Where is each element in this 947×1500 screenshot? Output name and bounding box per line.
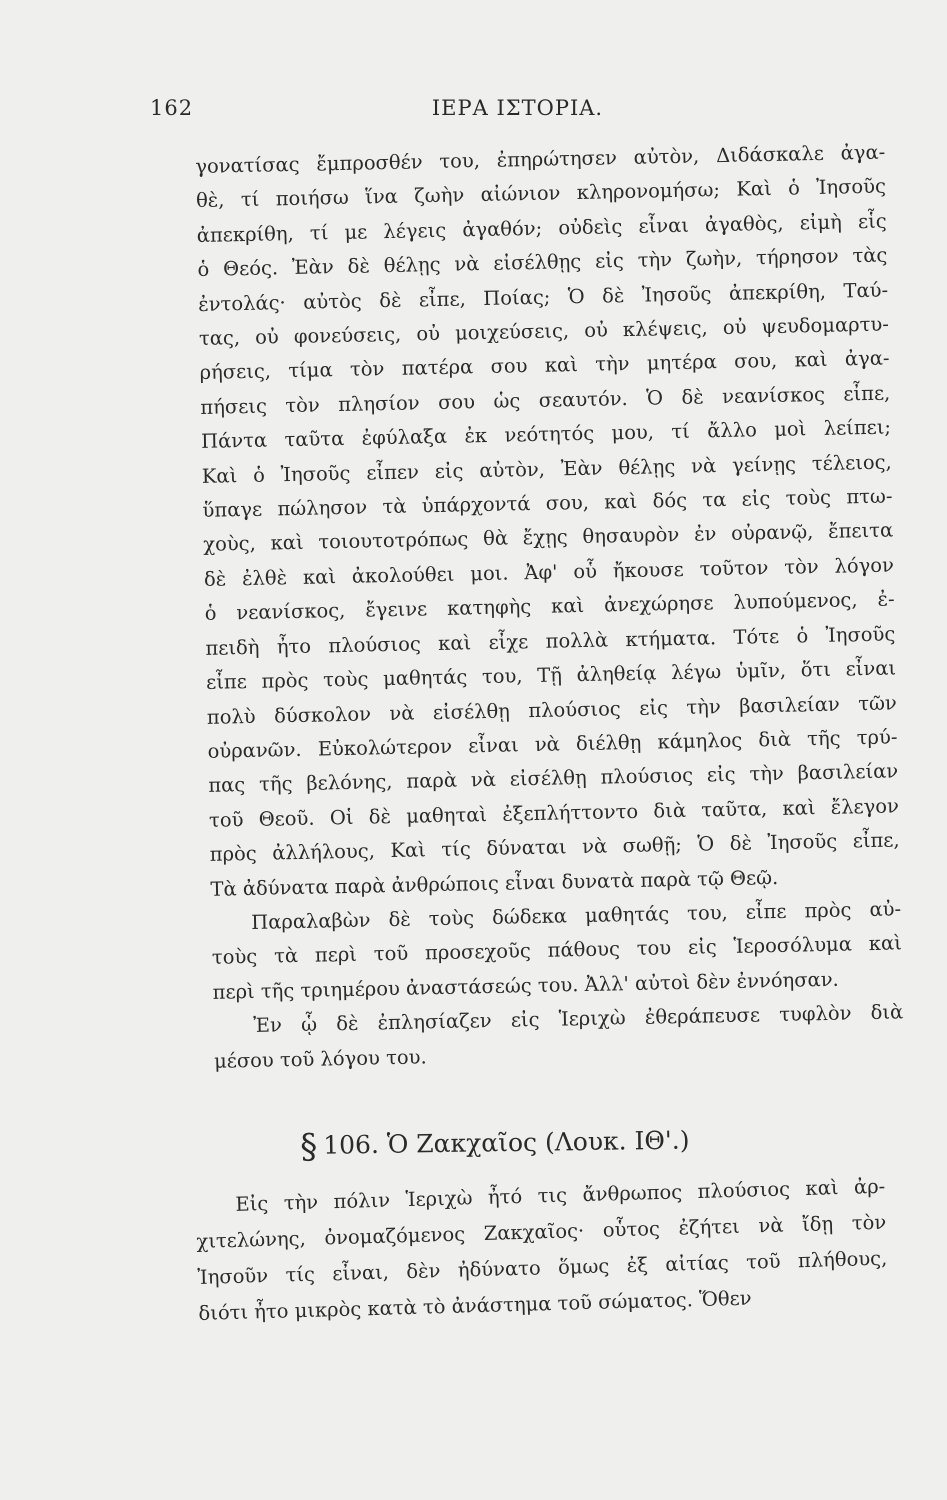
text-line: πολὺ δύσκολον νὰ εἰσέλθῃ πλούσιος εἰς τὴν βασιλείαν τῶν — [206, 690, 897, 729]
paragraph-4 — [195, 1169, 889, 1332]
main-text-block — [195, 136, 904, 1079]
text-line: Ἐν ᾧ δὲ ἐπλησίαζεν εἰς Ἱεριχὼ ἐθεράπευσε τυφλὸν διὰ — [253, 1000, 904, 1038]
section-sign: § — [300, 1126, 318, 1167]
text-line: τας, οὐ φονεύσεις, οὐ μοιχεύσεις, οὐ κλέψεις, οὐ ψευδομαρτυ- — [198, 312, 890, 350]
running-title: ΙΕΡΑ ΙΣΤΟΡΙΑ. — [431, 96, 604, 120]
text-line: ἀπεκρίθη, τί με λέγεις ἀγαθόν; οὐδεὶς εἶναι ἀγαθὸς, εἰμὴ εἷς — [196, 209, 887, 247]
section-text-block — [195, 1169, 889, 1332]
text-line: πήσεις τὸν πλησίον σου ὡς σεαυτόν. Ὁ δὲ νεανίσκος εἶπε, — [200, 381, 891, 419]
text-line: θὲ, τί ποιήσω ἵνα ζωὴν αἰώνιον κληρονομήσω; Καὶ ὁ Ἰησοῦς — [195, 174, 887, 213]
page-number: 162 — [150, 96, 194, 120]
text-line: διότι ἦτο μικρὸς κατὰ τὸ ἀνάστημα τοῦ σώματος. Ὅθεν — [198, 1286, 752, 1325]
text-line: περὶ τῆς τριημέρου ἀναστάσεώς του. Ἀλλ' αὐτοὶ δὲν ἐννόησαν. — [212, 967, 839, 1004]
text-line: μέσου τοῦ λόγου του. — [213, 1044, 427, 1073]
text-line: χοὺς, καὶ τοιουτοτρόπως θὰ ἔχῃς θησαυρὸν ἐν οὐρανῷ, ἔπειτα — [203, 518, 894, 557]
text-line: Εἰς τὴν πόλιν Ἱεριχὼ ἦτό τις ἄνθρωπος πλούσιος καὶ ἀρ- — [235, 1174, 886, 1216]
text-line: ὁ Θεός. Ἐὰν δὲ θέλῃς νὰ εἰσέλθῃς εἰς τὴν ζωὴν, τήρησον τὰς — [197, 243, 888, 282]
page-header — [150, 96, 885, 136]
text-line: γονατίσας ἔμπροσθέν του, ἐπηρώτησεν αὐτὸν, Διδάσκαλε ἀγα- — [195, 140, 886, 178]
text-line: τοὺς τὰ περὶ τοῦ προσεχοῦς πάθους του εἰς Ἱεροσόλυμα καὶ — [211, 931, 903, 970]
text-line: ὁ νεανίσκος, ἔγεινε κατηφὴς καὶ ἀνεχώρησε λυπούμενος, ἐ- — [204, 587, 895, 626]
text-line: οὐρανῶν. Εὐκολώτερον εἶναι νὰ διέλθῃ κάμηλος διὰ τῆς τρύ- — [207, 725, 898, 763]
text-line: δὲ ἐλθὲ καὶ ἀκολούθει μοι. Ἀφ' οὗ ἤκουσε τοῦτον τὸν λόγον — [203, 553, 895, 591]
text-line: ὕπαγε πώλησον τὰ ὑπάρχοντά σου, καὶ δός τα εἰς τοὺς πτω- — [202, 484, 893, 522]
text-line: ἐντολάς· αὐτὸς δὲ εἶπε, Ποίας; Ὁ δὲ Ἰησοῦς ἀπεκρίθη, Ταύ- — [197, 278, 889, 316]
text-line: Τὰ ἀδύνατα παρὰ ἀνθρώποις εἶναι δυνατὰ παρὰ τῷ Θεῷ. — [210, 865, 779, 901]
text-line: πας τῆς βελόνης, παρὰ νὰ εἰσέλθῃ πλούσιος εἰς τὴν βασιλείαν — [208, 759, 899, 798]
text-line: ρήσεις, τίμα τὸν πατέρα σου καὶ τὴν μητέρα σου, καὶ ἀγα- — [199, 346, 890, 385]
paragraph-2 — [211, 892, 903, 1010]
text-line: Παραλαβὼν δὲ τοὺς δώδεκα μαθητάς του, εἶπε πρὸς αὐ- — [250, 897, 902, 934]
text-line: τοῦ Θεοῦ. Οἱ δὲ μαθηταὶ ἐξεπλήττοντο διὰ ταῦτα, καὶ ἔλεγον — [208, 794, 900, 832]
text-line: πειδὴ ἦτο πλούσιος καὶ εἶχε πολλὰ κτήματα. Τότε ὁ Ἰησοῦς — [205, 622, 896, 660]
text-line: Ἰησοῦν τίς εἶναι, δὲν ἠδύνατο ὅμως ἐξ αἰτίας τοῦ πλήθους, — [197, 1246, 888, 1289]
text-line: εἶπε πρὸς τοὺς μαθητάς του, Τῇ ἀληθείᾳ λέγω ὑμῖν, ὅτι εἶναι — [205, 656, 897, 694]
section-heading — [300, 1122, 690, 1167]
paragraph-3 — [213, 996, 904, 1079]
section-title: 106. Ὁ Ζακχαῖος (Λουκ. ΙΘ'.) — [323, 1125, 690, 1160]
text-line: χιτελώνης, ὀνομαζόμενος Ζακχαῖος· οὗτος ἐζήτει νὰ ἴδῃ τὸν — [196, 1210, 887, 1253]
text-line: Καὶ ὁ Ἰησοῦς εἶπεν εἰς αὐτὸν, Ἐὰν θέλῃς νὰ γείνῃς τέλειος, — [201, 450, 892, 488]
text-line: Πάντα ταῦτα ἐφύλαξα ἐκ νεότητός μου, τί ἄλλο μοὶ λείπει; — [200, 415, 892, 454]
paragraph-1 — [195, 136, 901, 907]
text-line: πρὸς ἀλλήλους, Καὶ τίς δύναται νὰ σωθῇ; Ὁ δὲ Ἰησοῦς εἶπε, — [209, 828, 900, 866]
